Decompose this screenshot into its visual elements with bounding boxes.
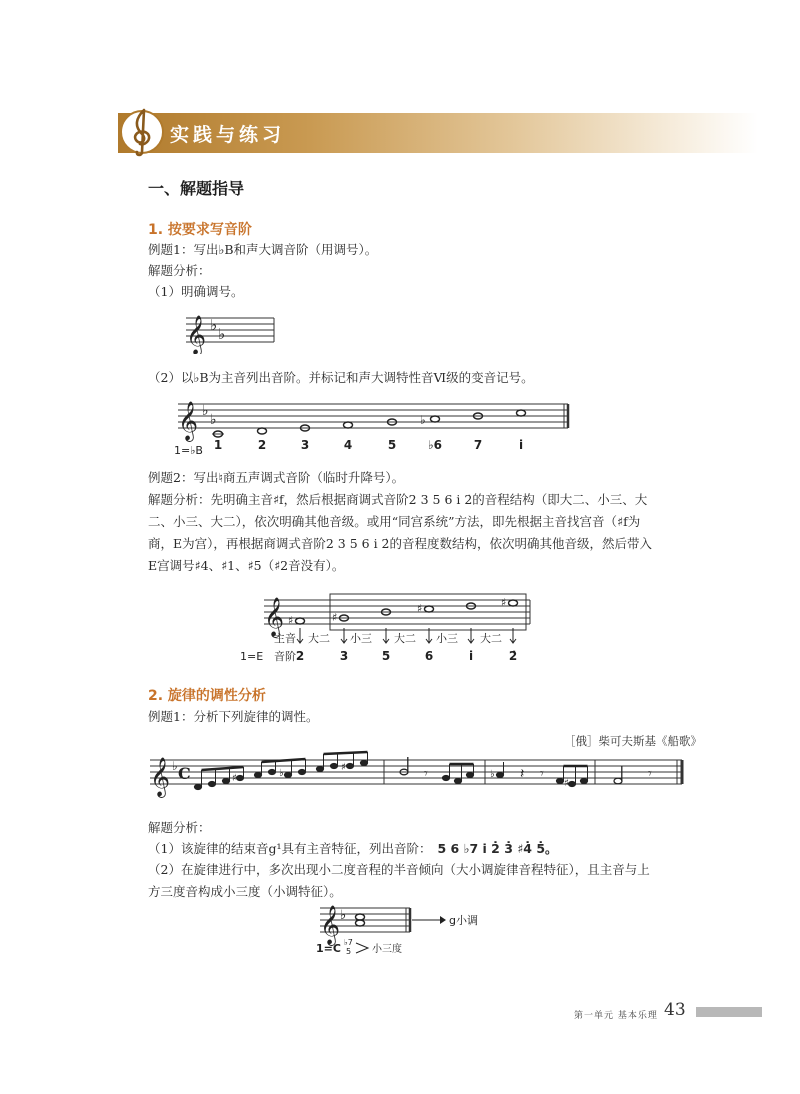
row-label-tonic: 主音 [274,632,296,645]
flat-sign-icon: ♭ [210,316,218,334]
treble-clef-icon: 𝄞 [264,597,285,637]
scale-degree: 6 [424,649,434,663]
footer-unit: 第一单元 基本乐理 [574,1011,658,1021]
scale-degree: 1 [213,438,223,452]
part1-analysis-label: 解题分析： [148,263,211,278]
flat-sign-icon: ♭ [420,413,426,427]
scale-degree: 7 [473,438,483,452]
sharp-sign-icon: ♯ [564,778,569,789]
eighth-rest-icon: 𝄾 [540,766,544,782]
arrow-right-icon [440,916,446,924]
scale1-staff [172,396,582,458]
sharp-sign-icon: ♯ [288,614,294,627]
flat-sign-icon: ♭ [210,412,217,428]
chord-result: g小调 [449,914,478,927]
chord-interval: 小三度 [372,944,402,955]
chord-staff [300,902,500,958]
treble-clef-icon: 𝄞 [178,401,199,441]
flat-sign-icon: ♭ [490,769,495,780]
treble-clef-icon: 𝄞 [186,315,207,354]
interval-label: 大二 [480,632,502,645]
scale2-key-label: 1=E [240,650,264,663]
sharp-sign-icon: ♯ [332,611,338,624]
treble-clef-icon [118,98,166,162]
treble-clef-icon: 𝄞 [320,905,341,945]
scale-degree: 5 [381,649,391,663]
chord-stack-top: ♭7 [344,938,353,947]
chord-key-label: 1=C [316,942,341,955]
part2-title: 2. 旋律的调性分析 [148,688,266,704]
key-signature-staff [180,308,280,354]
scale2-staff [240,588,540,666]
part1-example2-analysis: 解题分析：先明确主音♯f，然后根据商调式音阶2 3 5 6 i 2̇的音程结构（即大二、小三、大二、小三、大二），依次明确其他音级。或用“同宫系统”方法，即先根据主音找宫音（♯f为商，E为宫），再根据商调式音阶2 3 5 6 i 2̇的音程度数结构，依次明确其他音级，然后带入E宫调号♯4、♯1、♯5（♯2音没有）。 [148,492,653,573]
common-time-icon: C [178,764,191,783]
part1-step1: （1）明确调号。 [148,284,244,299]
interval-label: 大二 [308,632,330,645]
eighth-rest-icon: 𝄾 [648,766,652,782]
scale-degree: 5 [387,438,397,452]
part1-example2: 例题2：写出♮商五声调式音阶（临时升降号）。 [148,470,405,485]
sharp-sign-icon: ♯ [341,762,346,773]
quarter-rest-icon: 𝄽 [520,766,525,782]
flat-sign-icon: ♭ [340,908,347,923]
scale-degree: ♭6 [427,438,443,452]
eighth-rest-icon: 𝄾 [424,766,428,782]
scale-degree: 2̇ [508,649,518,663]
part1-title: 1. 按要求写音阶 [148,222,252,238]
part2-step2: （2）在旋律进行中，多次出现小二度音程的半音倾向（大小调旋律音程特征），且主音与上方三度音构成小三度（小调特征）。 [148,862,650,899]
part1-step2: （2）以♭B为主音列出音阶。并标记和声大调特性音Ⅵ级的变音记号。 [148,370,534,385]
scale-degree: i [518,438,524,452]
treble-clef-icon: 𝄞 [150,757,171,797]
flat-sign-icon: ♭ [279,768,284,779]
flat-sign-icon: ♭ [218,325,226,343]
part2-analysis-label: 解题分析： [148,820,211,835]
interval-label: 大二 [394,632,416,645]
part2-step1-text: （1）该旋律的结束音g¹具有主音特征，列出音阶： [148,841,432,856]
section-title: 实践与练习 [170,124,286,146]
row-label-scale: 音阶 [274,650,296,663]
scale-degree: i [468,649,474,663]
melody-staff [148,748,688,804]
part2-example1: 例题1：分析下列旋律的调性。 [148,709,319,724]
sharp-sign-icon: ♯ [501,596,507,609]
part1-example1: 例题1：写出♭B和声大调音阶（用调号）。 [148,242,378,257]
sharp-sign-icon: ♯ [232,773,237,784]
scale1-key-label: 1=♭B [174,444,203,457]
interval-label: 小三 [436,632,458,645]
page-number: 43 [664,1000,686,1020]
melody-attribution: ［俄］柴可夫斯基《船歌》 [564,734,702,748]
chord-stack-bottom: 5 [346,947,352,956]
footer-bar [696,1007,762,1017]
interval-bracket-icon [356,943,368,953]
scale-degree: 4 [343,438,353,452]
scale-degree: 3 [300,438,310,452]
part2-step1 [148,838,558,859]
heading-solving-guide: 一、解题指导 [148,179,245,198]
flat-sign-icon: ♭ [172,759,178,773]
interval-label: 小三 [350,632,372,645]
sharp-sign-icon: ♯ [417,602,423,615]
scale-degree: 2 [257,438,267,452]
flat-sign-icon: ♭ [202,403,209,419]
scale-degree: 3 [339,649,349,663]
part2-step1-scale: 5 6 ♭7 i 2̇ 3̇ ♯4̇ 5̇。 [437,841,558,856]
scale-degree: 2 [295,649,305,663]
